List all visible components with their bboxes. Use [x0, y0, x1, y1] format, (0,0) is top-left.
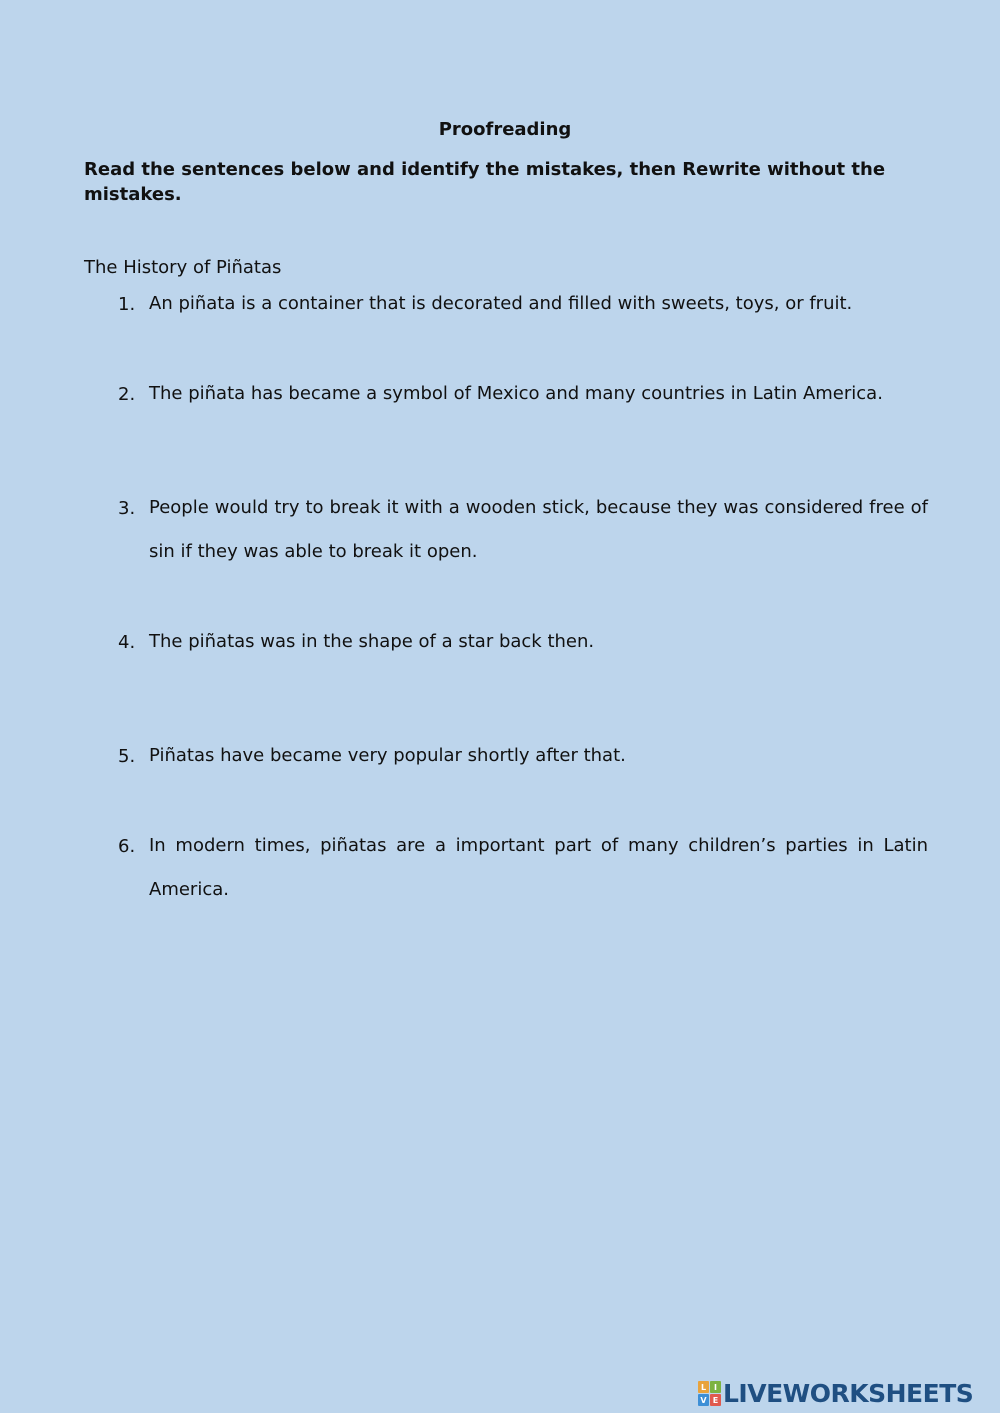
item-text: The piñatas was in the shape of a star back then.	[149, 631, 595, 652]
item-text: The piñata has became a symbol of Mexico and many countries in Latin America.	[149, 383, 883, 404]
logo-mark-letter: I	[710, 1381, 721, 1393]
item-text: An piñata is a container that is decorated and filled with sweets, toys, or fruit.	[149, 293, 853, 314]
page-title: Proofreading	[438, 119, 572, 140]
item-text: Piñatas have became very popular shortly after that.	[149, 745, 626, 766]
logo-mark-letter: L	[698, 1381, 709, 1393]
logo-mark-letter: V	[698, 1394, 709, 1406]
instructions: Read the sentences below and identify the mistakes, then Rewrite without the mistakes.	[84, 159, 886, 205]
logo-text: LIVEWORKSHEETS	[723, 1378, 974, 1408]
item-number: 1.	[118, 294, 136, 315]
item-number: 4.	[118, 632, 136, 653]
item-number: 2.	[118, 384, 136, 405]
item-number: 3.	[118, 498, 136, 519]
list-item	[118, 498, 928, 574]
logo-mark-icon	[698, 1381, 720, 1405]
list-item	[118, 746, 928, 778]
item-text: In modern times, piñatas are a important part of many children’s parties in Latin America.	[149, 835, 928, 900]
logo-mark-letter: E	[710, 1394, 721, 1406]
item-text: People would try to break it with a wooden stick, because they was considered free of sin if they was able to break it open.	[149, 497, 928, 562]
list-item	[118, 384, 928, 416]
list-item	[118, 836, 928, 912]
liveworksheets-logo[interactable]	[698, 1377, 998, 1409]
item-number: 5.	[118, 746, 136, 767]
section-subtitle: The History of Piñatas	[84, 257, 282, 278]
list-item	[118, 294, 928, 326]
list-item	[118, 632, 928, 664]
item-number: 6.	[118, 836, 136, 857]
